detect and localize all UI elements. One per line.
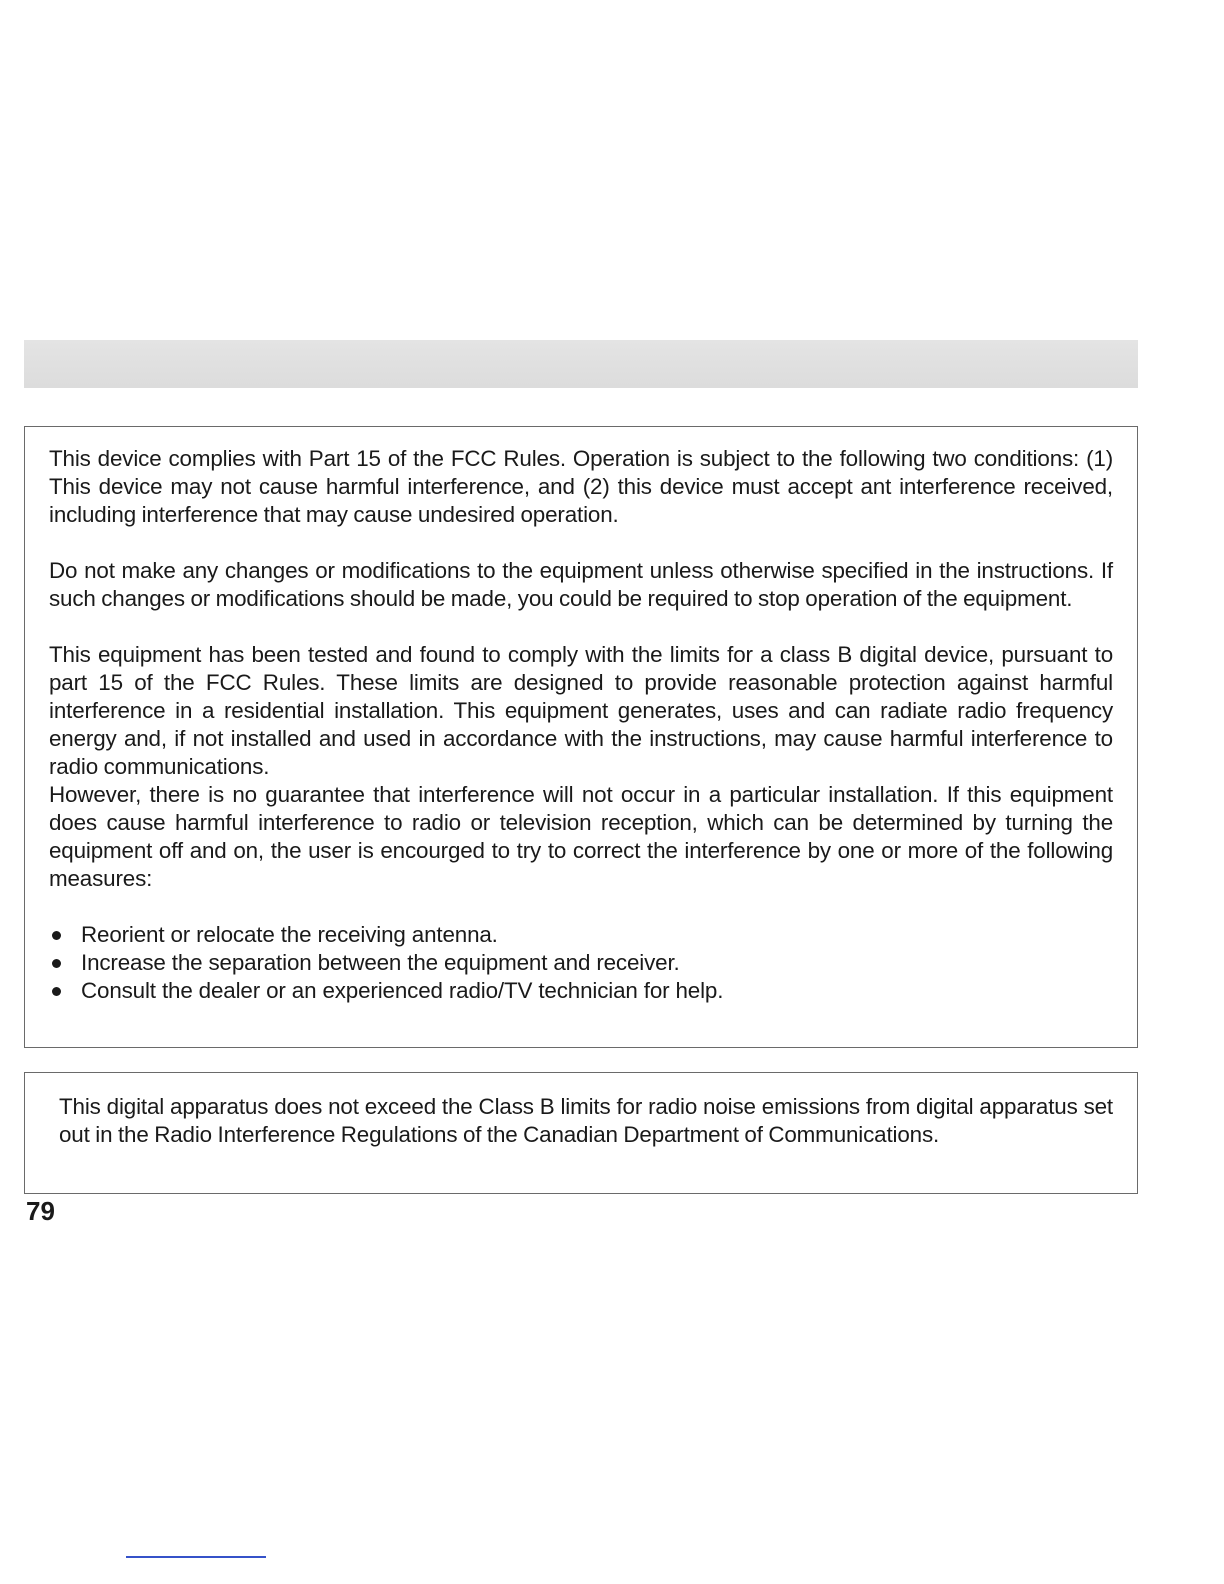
list-item	[49, 921, 1113, 949]
page-number: 79	[26, 1196, 55, 1226]
bullet-icon	[52, 959, 61, 968]
fcc-compliance-notice	[24, 426, 1138, 1048]
fcc-paragraph-conditions: This device complies with Part 15 of the FCC Rules. Operation is subject to the following two conditions: (1) This device may not cause harmful interference, and (2) this device must accept ant interference received, including interference that may cause undesired operation.	[49, 446, 1113, 527]
bullet-icon	[52, 987, 61, 996]
canada-compliance-notice	[24, 1072, 1138, 1194]
bullet-icon	[52, 931, 61, 940]
list-item	[49, 977, 1113, 1005]
measure-text: Reorient or relocate the receiving antenna.	[81, 922, 498, 947]
interference-measures-list	[49, 921, 1113, 1005]
measure-text: Consult the dealer or an experienced radio/TV technician for help.	[81, 978, 724, 1003]
paragraph-spacer	[49, 613, 1113, 641]
section-header-band	[24, 340, 1138, 388]
list-item	[49, 949, 1113, 977]
canada-paragraph: This digital apparatus does not exceed the Class B limits for radio noise emissions from digital apparatus set out in the Radio Interference Regulations of the Canadian Department of Communications.	[59, 1094, 1113, 1147]
paragraph-spacer	[49, 529, 1113, 557]
paragraph-spacer	[49, 893, 1113, 921]
fcc-paragraph-modifications: Do not make any changes or modifications to the equipment unless otherwise specified in the instructions. If such changes or modifications should be made, you could be required to stop operation of the equipment.	[49, 558, 1113, 611]
footer-rule	[126, 1556, 266, 1558]
fcc-paragraph-no-guarantee: However, there is no guarantee that interference will not occur in a particular installation. If this equipment does cause harmful interference to radio or television reception, which can be determined by turning the equipment off and on, the user is encourged to try to correct the interference by one or more of the following measures:	[49, 782, 1113, 891]
fcc-paragraph-class-b: This equipment has been tested and found to comply with the limits for a class B digital device, pursuant to part 15 of the FCC Rules. These limits are designed to provide reasonable protection against harmful interference in a residential installation. This equipment generates, uses and can radiate radio frequency energy and, if not installed and used in accordance with the instructions, may cause harmful interference to radio communications.	[49, 642, 1113, 779]
measure-text: Increase the separation between the equipment and receiver.	[81, 950, 680, 975]
